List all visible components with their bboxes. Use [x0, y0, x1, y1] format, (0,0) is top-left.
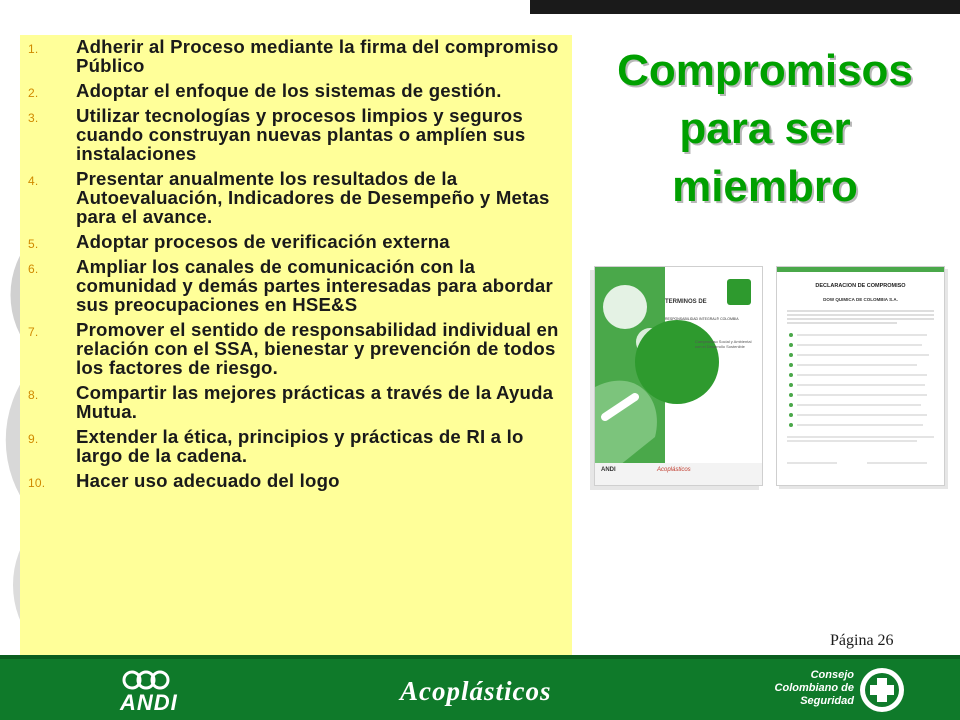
slide-title: [585, 42, 945, 216]
declaration-body-lines: [777, 267, 944, 485]
title-line: miembro: [672, 162, 858, 211]
commitments-panel: [20, 35, 572, 655]
andi-logo-text: ANDI: [120, 690, 178, 715]
list-item-text: Ampliar los canales de comunicación con la comunidad y demás partes interesadas para abordar sus preocupaciones en HSE&S: [76, 256, 553, 315]
list-item: [20, 320, 572, 377]
title-line: para ser: [679, 104, 851, 153]
top-dark-bar: [530, 0, 960, 14]
adhesion-footer-acoplasticos: Acoplásticos: [657, 467, 691, 473]
ccs-logo-text: Consejo Colombiano de Seguridad: [774, 669, 854, 707]
adhesion-subtitle: RESPONSABILIDAD INTEGRAL® COLOMBIA: [665, 317, 739, 321]
list-item-text: Promover el sentido de responsabilidad individual en relación con el SSA, bienestar y prevención de todos los factores de riesgo.: [76, 319, 559, 378]
list-number: 1.: [28, 42, 39, 56]
list-item: [20, 106, 572, 163]
page-number: Página 26: [830, 632, 894, 649]
title-line: Compromisos: [617, 46, 913, 95]
list-item-text: Extender la ética, principios y prácticas de RI a lo largo de la cadena.: [76, 426, 524, 466]
list-number: 8.: [28, 388, 39, 402]
list-item: [20, 471, 572, 490]
list-item: [20, 232, 572, 251]
list-item-text: Presentar anualmente los resultados de la Autoevaluación, Indicadores de Desempeño y Metas para el avance.: [76, 168, 550, 227]
list-number: 6.: [28, 262, 39, 276]
list-item-text: Utilizar tecnologías y procesos limpios y seguros cuando construyan nuevas plantas o amplíen sus instalaciones: [76, 105, 526, 164]
commitments-list: [20, 35, 572, 490]
ccs-cross-logo-icon: [858, 666, 906, 714]
list-item: [20, 81, 572, 100]
list-number: 2.: [28, 86, 39, 100]
adhesion-footer-andi: ANDI: [601, 467, 616, 473]
list-number: 7.: [28, 325, 39, 339]
list-number: 4.: [28, 174, 39, 188]
list-item: [20, 37, 572, 75]
adhesion-title: ADHESION: [673, 307, 716, 316]
list-item: [20, 169, 572, 226]
list-number: 3.: [28, 111, 39, 125]
list-item-text: Adherir al Proceso mediante la firma del compromiso Público: [76, 36, 559, 76]
list-number: 10.: [28, 476, 46, 490]
adhesion-document-thumbnail: [594, 266, 763, 486]
adhesion-body: Compromiso Social y Ambiental con el Desarrollo Sostenible: [695, 339, 752, 349]
declaration-heading: DECLARACION DE COMPROMISO: [815, 283, 906, 289]
list-number: 5.: [28, 237, 39, 251]
list-item: [20, 427, 572, 465]
declaration-company: DOW QUIMICA DE COLOMBIA S.A.: [823, 297, 898, 302]
list-item-text: Adoptar el enfoque de los sistemas de gestión.: [76, 80, 502, 101]
list-item: [20, 383, 572, 421]
adhesion-heading: TERMINOS DE: [665, 299, 707, 305]
list-item-text: Compartir las mejores prácticas a través de la Ayuda Mutua.: [76, 382, 554, 422]
list-number: 9.: [28, 432, 39, 446]
declaration-document-thumbnail: [776, 266, 945, 486]
list-item-text: Hacer uso adecuado del logo: [76, 470, 340, 491]
list-item: [20, 257, 572, 314]
acoplasticos-logo: Acoplásticos: [400, 676, 552, 706]
list-item-text: Adoptar procesos de verificación externa: [76, 231, 450, 252]
